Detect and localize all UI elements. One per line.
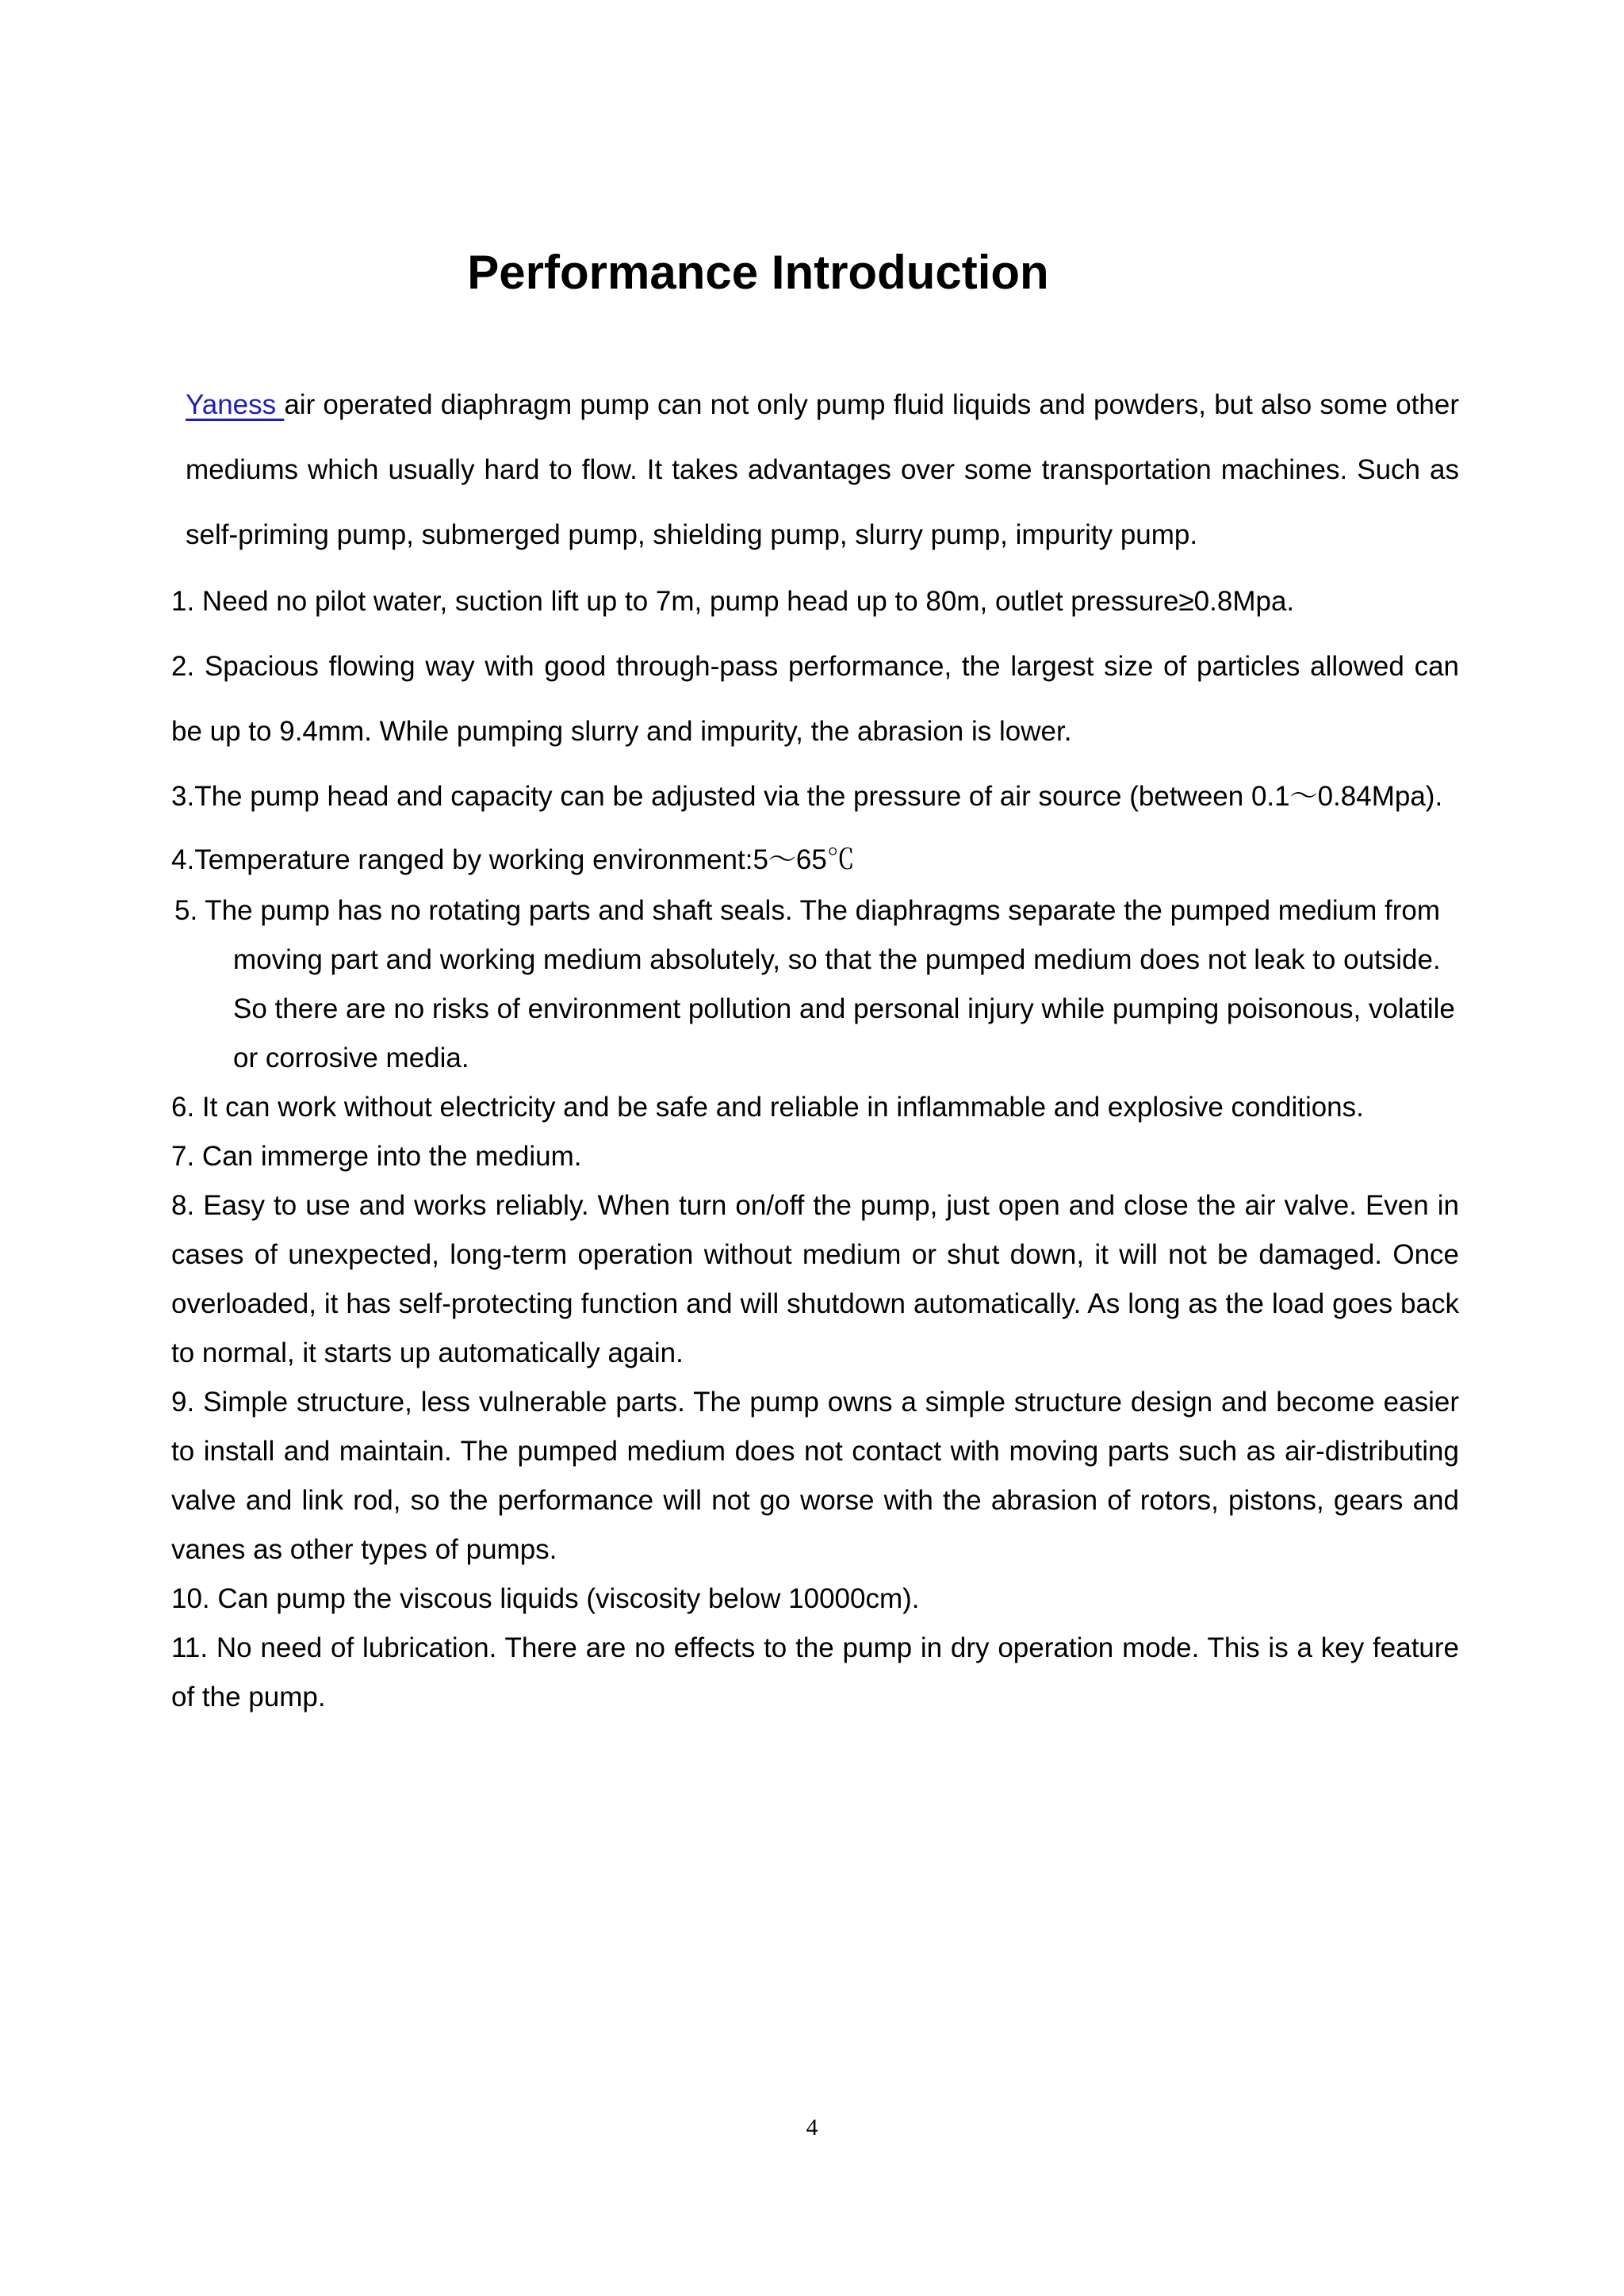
list-item-3: 3.The pump head and capacity can be adjusted via the pressure of air source (between 0.1～0.84Mpa). — [171, 781, 1443, 812]
list-item-1: 1. Need no pilot water, suction lift up to 7m, pump head up to 80m, outlet pressure≥0.8Mpa. — [171, 586, 1295, 617]
list-item-10: 10. Can pump the viscous liquids (viscosity below 10000cm). — [171, 1583, 920, 1614]
list-item-9: 9. Simple structure, less vulnerable parts. The pump owns a simple structure design and become easier to install and maintain. The pumped medium does not contact with moving parts such as air-distributing valve and link rod, so the performance will not go worse with the abrasion of rotors, pistons, gears and vanes as other types of pumps. — [171, 1387, 1459, 1565]
intro-paragraph — [186, 373, 1459, 568]
list-item-2: 2. Spacious flowing way with good through-pass performance, the largest size of particles allowed can be up to 9.4mm. While pumping slurry and impurity, the abrasion is lower. — [171, 651, 1459, 747]
list-item-11: 11. No need of lubrication. There are no effects to the pump in dry operation mode. This is a key feature of the pump. — [171, 1632, 1459, 1712]
list-item-7: 7. Can immerge into the medium. — [171, 1141, 582, 1172]
page-title: Performance Introduction — [467, 246, 1049, 299]
list-item-6: 6. It can work without electricity and be safe and reliable in inflammable and explosive conditions. — [171, 1092, 1364, 1123]
list-item-5: 5. The pump has no rotating parts and shaft seals. The diaphragms separate the pumped medium from moving part and working medium absolutely, so that the pumped medium does not leak to outside. So there are no risks of environment pollution and personal injury while pumping poisonous, volatile or corrosive media. — [174, 895, 1455, 1073]
list-item-8: 8. Easy to use and works reliably. When turn on/off the pump, just open and close the air valve. Even in cases of unexpected, long-term operation without medium or shut down, it will not be damaged. Once overloaded, it has self-protecting function and will shutdown automatically. As long as the load goes back to normal, it starts up automatically again. — [171, 1190, 1459, 1368]
intro-text: air operated diaphragm pump can not only pump fluid liquids and powders, but also some other mediums which usually hard to flow. It takes advantages over some transportation machines. Such as self-priming pump, submerged pump, shielding pump, slurry pump, impurity pump. — [186, 389, 1459, 550]
brand-link[interactable]: Yaness — [186, 389, 285, 420]
list-item-4: 4.Temperature ranged by working environment:5～65℃ — [171, 844, 855, 875]
page-number: 4 — [806, 2114, 818, 2141]
